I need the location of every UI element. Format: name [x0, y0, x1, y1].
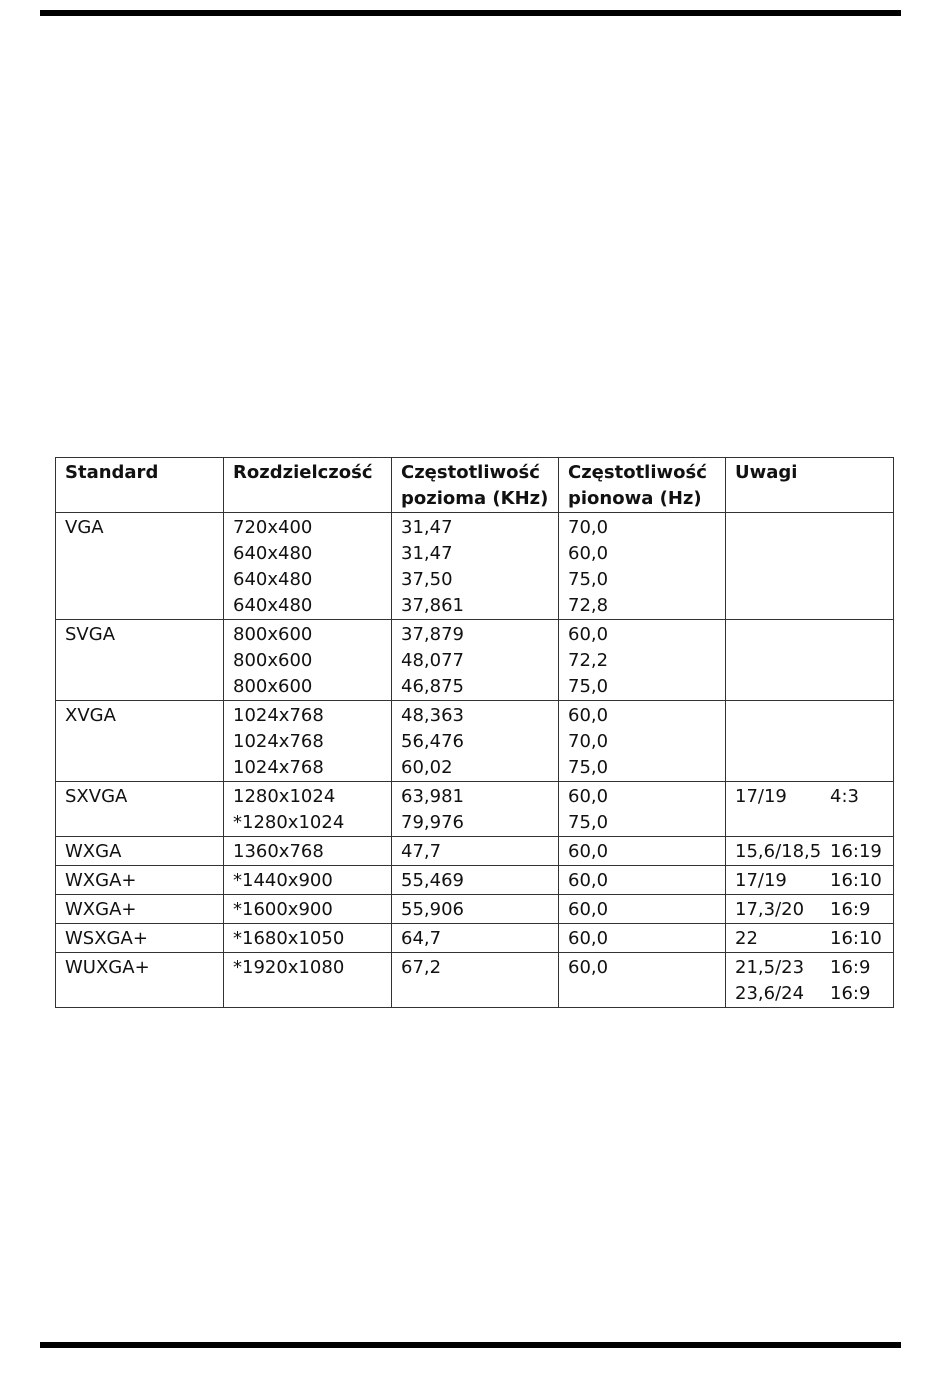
cell-vertical-frequency [559, 837, 726, 866]
horizontal-frequency-value: 48,077 [401, 650, 464, 671]
resolution-value: *1920x1080 [233, 957, 345, 978]
standard-name: WSXGA+ [65, 928, 148, 949]
cell-notes [726, 837, 894, 866]
note-line [735, 839, 885, 865]
vertical-frequency-value: 75,0 [568, 812, 609, 833]
cell-vertical-frequency [559, 924, 726, 953]
note-aspect-ratio: 16:10 [830, 928, 882, 949]
horizontal-frequency-value: 47,7 [401, 841, 442, 862]
note-aspect-ratio: 4:3 [830, 786, 859, 807]
horizontal-frequency-value: 37,50 [401, 569, 453, 590]
vertical-frequency-value: 60,0 [568, 705, 609, 726]
note-aspect-ratio: 16:9 [830, 899, 871, 920]
note-screen-size: 23,6/24 [735, 983, 805, 1004]
vertical-frequency-value: 72,8 [568, 595, 609, 616]
header-notes: Uwagi [726, 458, 894, 513]
table-header [56, 458, 894, 513]
standard-name: WXGA [65, 841, 122, 862]
horizontal-frequency-value: 60,02 [401, 757, 453, 778]
resolution-value: *1440x900 [233, 870, 333, 891]
resolution-value: 1024x768 [233, 757, 324, 778]
vertical-frequency-value: 60,0 [568, 899, 609, 920]
vertical-frequency-value: 60,0 [568, 957, 609, 978]
resolution-value: *1680x1050 [233, 928, 345, 949]
header-standard: Standard [56, 458, 224, 513]
resolution-value: *1600x900 [233, 899, 333, 920]
header-resolution: Rozdzielczość [224, 458, 392, 513]
cell-horizontal-frequency [392, 782, 559, 837]
horizontal-frequency-value: 79,976 [401, 812, 464, 833]
cell-vertical-frequency [559, 895, 726, 924]
horizontal-frequency-value: 67,2 [401, 957, 442, 978]
standard-name: WUXGA+ [65, 957, 150, 978]
cell-notes [726, 953, 894, 1008]
cell-resolution [224, 701, 392, 782]
horizontal-frequency-value: 64,7 [401, 928, 442, 949]
cell-horizontal-frequency [392, 953, 559, 1008]
standard-name: WXGA+ [65, 899, 137, 920]
resolution-value: 800x600 [233, 624, 313, 645]
cell-notes [726, 701, 894, 782]
cell-vertical-frequency [559, 953, 726, 1008]
vertical-frequency-value: 60,0 [568, 786, 609, 807]
resolution-value: 1280x1024 [233, 786, 336, 807]
cell-resolution [224, 513, 392, 620]
cell-vertical-frequency [559, 513, 726, 620]
cell-standard [56, 513, 224, 620]
table-row [56, 782, 894, 837]
note-aspect-ratio: 16:9 [830, 957, 871, 978]
cell-notes [726, 620, 894, 701]
cell-standard [56, 837, 224, 866]
header-horizontal-frequency: Częstotliwość pozioma (KHz) [392, 458, 559, 513]
resolution-value: 800x600 [233, 676, 313, 697]
vertical-frequency-value: 60,0 [568, 870, 609, 891]
horizontal-frequency-value: 31,47 [401, 517, 453, 538]
note-line [735, 981, 885, 1007]
cell-resolution [224, 866, 392, 895]
vertical-frequency-value: 72,2 [568, 650, 609, 671]
cell-notes [726, 866, 894, 895]
cell-horizontal-frequency [392, 620, 559, 701]
table-row [56, 924, 894, 953]
note-line [735, 784, 885, 810]
standard-name: XVGA [65, 705, 116, 726]
vertical-frequency-value: 70,0 [568, 731, 609, 752]
header-vertical-frequency: Częstotliwość pionowa (Hz) [559, 458, 726, 513]
resolution-value: *1280x1024 [233, 812, 345, 833]
cell-resolution [224, 620, 392, 701]
horizontal-frequency-value: 55,469 [401, 870, 464, 891]
note-screen-size: 22 [735, 928, 758, 949]
table-row [56, 837, 894, 866]
cell-notes [726, 895, 894, 924]
cell-standard [56, 782, 224, 837]
table-row [56, 953, 894, 1008]
note-aspect-ratio: 16:9 [830, 983, 871, 1004]
cell-resolution [224, 837, 392, 866]
vertical-frequency-value: 60,0 [568, 624, 609, 645]
horizontal-frequency-value: 48,363 [401, 705, 464, 726]
cell-standard [56, 924, 224, 953]
bottom-rule [40, 1342, 901, 1348]
resolution-value: 1024x768 [233, 705, 324, 726]
resolution-value: 1360x768 [233, 841, 324, 862]
cell-vertical-frequency [559, 620, 726, 701]
horizontal-frequency-value: 56,476 [401, 731, 464, 752]
note-screen-size: 17,3/20 [735, 899, 805, 920]
cell-vertical-frequency [559, 782, 726, 837]
resolution-value: 640x480 [233, 543, 313, 564]
note-screen-size: 15,6/18,5 [735, 841, 822, 862]
cell-horizontal-frequency [392, 701, 559, 782]
note-line [735, 926, 885, 952]
cell-standard [56, 701, 224, 782]
vertical-frequency-value: 70,0 [568, 517, 609, 538]
standard-name: SVGA [65, 624, 116, 645]
cell-notes [726, 782, 894, 837]
header-row [56, 458, 894, 513]
cell-standard [56, 866, 224, 895]
cell-horizontal-frequency [392, 513, 559, 620]
note-screen-size: 17/19 [735, 870, 787, 891]
table-row [56, 513, 894, 620]
cell-resolution [224, 895, 392, 924]
horizontal-frequency-value: 55,906 [401, 899, 464, 920]
vertical-frequency-value: 60,0 [568, 841, 609, 862]
vertical-frequency-value: 60,0 [568, 928, 609, 949]
cell-resolution [224, 924, 392, 953]
table-row [56, 866, 894, 895]
standard-name: WXGA+ [65, 870, 137, 891]
resolution-value: 1024x768 [233, 731, 324, 752]
cell-vertical-frequency [559, 701, 726, 782]
resolution-value: 800x600 [233, 650, 313, 671]
cell-notes [726, 924, 894, 953]
standard-name: SXVGA [65, 786, 128, 807]
vertical-frequency-value: 75,0 [568, 757, 609, 778]
resolution-value: 640x480 [233, 595, 313, 616]
note-line [735, 955, 885, 981]
note-aspect-ratio: 16:19 [830, 841, 882, 862]
top-rule [40, 10, 901, 16]
horizontal-frequency-value: 46,875 [401, 676, 464, 697]
table-row [56, 701, 894, 782]
horizontal-frequency-value: 63,981 [401, 786, 464, 807]
cell-horizontal-frequency [392, 924, 559, 953]
cell-horizontal-frequency [392, 895, 559, 924]
vertical-frequency-value: 75,0 [568, 676, 609, 697]
cell-horizontal-frequency [392, 837, 559, 866]
horizontal-frequency-value: 31,47 [401, 543, 453, 564]
note-screen-size: 17/19 [735, 786, 787, 807]
resolution-value: 720x400 [233, 517, 313, 538]
display-modes-table [55, 457, 894, 1008]
table-body [56, 513, 894, 1008]
note-aspect-ratio: 16:10 [830, 870, 882, 891]
table-row [56, 895, 894, 924]
cell-vertical-frequency [559, 866, 726, 895]
cell-standard [56, 895, 224, 924]
vertical-frequency-value: 75,0 [568, 569, 609, 590]
cell-resolution [224, 782, 392, 837]
horizontal-frequency-value: 37,879 [401, 624, 464, 645]
standard-name: VGA [65, 517, 104, 538]
resolution-value: 640x480 [233, 569, 313, 590]
note-screen-size: 21,5/23 [735, 957, 805, 978]
vertical-frequency-value: 60,0 [568, 543, 609, 564]
cell-resolution [224, 953, 392, 1008]
note-line [735, 897, 885, 923]
horizontal-frequency-value: 37,861 [401, 595, 464, 616]
cell-horizontal-frequency [392, 866, 559, 895]
note-line [735, 868, 885, 894]
cell-standard [56, 953, 224, 1008]
cell-standard [56, 620, 224, 701]
table-row [56, 620, 894, 701]
cell-notes [726, 513, 894, 620]
